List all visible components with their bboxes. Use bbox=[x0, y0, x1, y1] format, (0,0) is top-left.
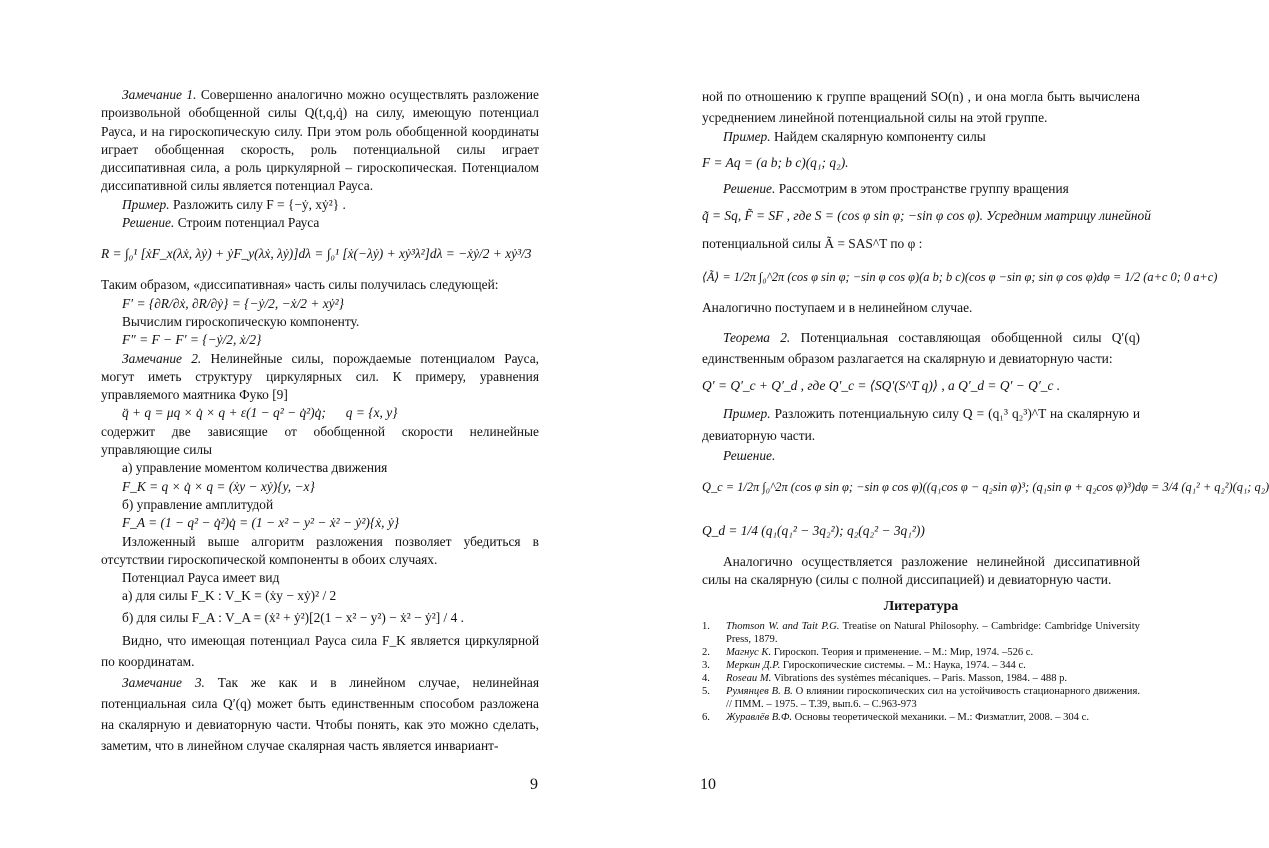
example-3 bbox=[702, 403, 1140, 447]
reference-item bbox=[702, 685, 1140, 711]
equation-dissipative-force: F′ = {∂R/∂ẋ, ∂R/∂ẏ} = {−ẏ/2, −ẋ/2 + xẏ²} bbox=[122, 295, 344, 311]
reference-author: Румянцев В. В. bbox=[726, 686, 793, 698]
page-number-right: 10 bbox=[700, 776, 716, 793]
reference-number: 3. bbox=[702, 660, 710, 672]
equation-foucault-q: q = {x, y} bbox=[345, 405, 398, 421]
reference-text: Гироскопические системы. – М.: Наука, 1974. – 344 с. bbox=[780, 660, 1026, 672]
control-forces-text: содержит две зависящие от обобщенной скорости нелинейные управляющие силы bbox=[101, 423, 539, 458]
average-matrix-text: потенциальной силы Ã = SAS^T по φ : bbox=[702, 235, 923, 251]
equation-fa: F_A = (1 − q² − q̇²)q̇ = (1 − x² − y² − ẋ² − ẏ²){ẋ, ẏ} bbox=[122, 515, 400, 531]
right-page-text bbox=[702, 86, 1269, 724]
solution-1 bbox=[101, 214, 539, 232]
solution-2-text: Рассмотрим в этом пространстве группу вращения bbox=[778, 181, 1069, 197]
remark-3-text: Так же как и в линейном случае, нелинейная потенциальная сила Q′(q) может быть единственным способом разложена на скалярную и девиаторную части. Чтобы понять, как это можно сделать, заметим, что в линейном случае скалярная часть является инвариант- bbox=[101, 674, 539, 753]
reference-author: Журавлёв В.Ф. bbox=[726, 712, 792, 724]
example-2 bbox=[702, 128, 1140, 146]
reference-number: 4. bbox=[702, 673, 710, 685]
equation-foucault bbox=[101, 404, 539, 422]
routh-form-text: Потенциал Рауса имеет вид bbox=[122, 570, 280, 586]
reference-text: Основы теоретической механики. – М.: Физматлит, 2008. – 304 с. bbox=[792, 712, 1089, 724]
left-page bbox=[0, 0, 600, 848]
solution-1-text: Строим потенциал Рауса bbox=[177, 215, 320, 231]
reference-author: Меркин Д.Р. bbox=[726, 660, 781, 672]
solution-2 bbox=[702, 180, 1140, 198]
va-text: б) для силы F_A : V_A = (ẋ² + ẏ²)[2(1 − x² − y²) − ẋ² − ẏ²] / 4 . bbox=[122, 609, 464, 625]
reference-item bbox=[702, 659, 1140, 672]
control-a-label: а) управление моментом количества движения bbox=[122, 460, 388, 476]
reference-text: Vibrations des systèmes mécaniques. – Paris. Masson, 1984. – 488 p. bbox=[771, 673, 1068, 685]
remark-1-title: Замечание 1. bbox=[122, 87, 197, 102]
dissipative-decomposition-text: Аналогично осуществляется разложение нелинейной диссипативной силы на скалярную (силы с полной диссипацией) и девиаторную части. bbox=[702, 554, 1140, 588]
example-2-text: Найдем скалярную компоненту силы bbox=[773, 129, 986, 144]
reference-text: Treatise on Natural Philosophy. – Cambridge: Cambridge University Press, 1879. bbox=[726, 621, 1140, 646]
equation-averaged-matrix: ⟨Ã⟩ = 1/2π ∫₀^2π (cos φ sin φ; −sin φ cos φ)(a b; b c)(cos φ −sin φ; sin φ cos φ)dφ = 1/2 (a+c 0; 0 a+c) bbox=[702, 269, 1218, 284]
equation-routh-potential: R = ∫₀¹ [ẋF_x(λẋ, λẏ) + ẏF_y(λẋ, λẏ)]dλ = ∫₀¹ [ẋ(−λẏ) + xẏ³λ²]dλ = −ẋẏ/2 + xẏ³/3 bbox=[101, 246, 532, 262]
equation-scalar-part: Q_c = 1/2π ∫₀^2π (cos φ sin φ; −sin φ cos φ)((q₁cos φ − q₂sin φ)³; (q₁sin φ + q₂cos φ)³)dφ = 3/4 (q₁² + q₂²)(q₁; q₂) bbox=[702, 480, 1269, 495]
theorem-2 bbox=[702, 327, 1140, 369]
solution-1-title: Решение. bbox=[122, 215, 175, 231]
dissipative-part-text: Таким образом, «диссипативная» часть силы получилась следующей: bbox=[101, 277, 499, 293]
right-page bbox=[600, 0, 1269, 848]
remark-3 bbox=[101, 672, 539, 756]
references-list bbox=[702, 620, 1140, 724]
equation-foucault-main: q̈ + q = μq × q̇ × q + ε(1 − q² − q̇²)q̇; bbox=[122, 405, 326, 421]
equation-linear-force: F = Aq = (a b; b c)(q₁; q₂). bbox=[702, 155, 849, 171]
equation-fk: F_K = q × q̇ × q = (ẋy − xẏ){y, −x} bbox=[122, 478, 315, 494]
gyro-component-text: Вычислим гироскопическую компоненту. bbox=[122, 313, 360, 329]
reference-text: Гироскоп. Теория и применение. – М.: Мир, 1974. –526 с. bbox=[771, 647, 1034, 659]
remark-2 bbox=[101, 350, 539, 405]
reference-number: 5. bbox=[702, 686, 710, 698]
reference-text: О влиянии гироскопических сил на устойчивость стационарного движения. // ПММ. – 1975. – Т.39, вып.6. – С.963-973 bbox=[726, 686, 1141, 711]
example-3-title: Пример. bbox=[723, 405, 771, 421]
circular-text: Видно, что имеющая потенциал Рауса сила F_K является циркулярной по координатам. bbox=[101, 632, 539, 669]
example-1-text: Разложить силу F = {−ẏ, xẏ²} . bbox=[172, 196, 346, 212]
remark-3-title: Замечание 3. bbox=[122, 674, 205, 690]
solution-3-title: Решение. bbox=[723, 447, 776, 463]
reference-number: 2. bbox=[702, 647, 710, 659]
reference-author: Магнус К. bbox=[726, 647, 772, 659]
remark-1-text: Совершенно аналогично можно осуществлять разложение произвольной обобщенной силы Q(t,q,q̇) на силу, имеющую потенциал Рауса, и на гироскопическую силу. При этом роль обобщенной координаты играет обобщенная скорость, роль потенциальной силы играет диссипативная сила, а роль циркулярной – гироскопическая. Потенциалом диссипативной силы является потенциал Рауса. bbox=[101, 87, 539, 194]
reference-author: Thomson W. and Tait P.G. bbox=[726, 621, 840, 633]
theorem-2-text: Потенциальная составляющая обобщенной силы Q′(q) единственным образом разлагается на скалярную и девиаторную части: bbox=[702, 329, 1140, 366]
remark-2-text: Нелинейные силы, порождаемые потенциалом Рауса, могут иметь структуру циркулярных сил. К примеру, уравнения управляемого маятника Фуко [9] bbox=[101, 350, 540, 403]
reference-item bbox=[702, 672, 1140, 685]
example-2-title: Пример. bbox=[723, 129, 771, 144]
reference-number: 6. bbox=[702, 712, 710, 724]
left-page-text bbox=[101, 86, 539, 756]
reference-item bbox=[702, 711, 1140, 724]
equation-rotation-group: q̃ = Sq, F̃ = SF , где S = (cos φ sin φ; −sin φ cos φ). Усредним матрицу линейной bbox=[702, 207, 1151, 223]
reference-number: 1. bbox=[702, 621, 710, 633]
remark-2-title: Замечание 2. bbox=[122, 350, 202, 366]
nonlinear-analog-text: Аналогично поступаем и в нелинейном случае. bbox=[702, 299, 973, 315]
algorithm-text: Изложенный выше алгоритм разложения позволяет убедиться в отсутствии гироскопической компоненты в обоих случаях. bbox=[101, 533, 539, 567]
example-1-title: Пример. bbox=[122, 196, 170, 212]
equation-theorem-2: Q′ = Q′_c + Q′_d , где Q′_c = ⟨SQ′(S^T q)⟩ , а Q′_d = Q′ − Q′_c . bbox=[702, 377, 1061, 393]
vk-text: а) для силы F_K : V_K = (ẋy − xẏ)² / 2 bbox=[122, 588, 337, 604]
equation-deviator-part: Q_d = 1/4 (q₁(q₁² − 3q₂²); q₂(q₂² − 3q₁²)) bbox=[702, 523, 925, 539]
continuation-text: ной по отношению к группе вращений SO(n) , и она могла быть вычислена усреднением линейной потенциальной силы на этой группе. bbox=[702, 89, 1140, 125]
references-title: Литература bbox=[883, 598, 959, 614]
page-number-left: 9 bbox=[530, 776, 538, 793]
equation-gyro-force: F″ = F − F′ = {−ẏ/2, ẋ/2} bbox=[122, 332, 262, 348]
reference-author: Roseau M. bbox=[726, 673, 772, 685]
remark-1 bbox=[101, 86, 539, 196]
example-3-text: Разложить потенциальную силу Q = (q₁³ q₂³)^T на скалярную и девиаторную части. bbox=[702, 405, 1141, 443]
theorem-2-title: Теорема 2. bbox=[723, 329, 791, 345]
example-1 bbox=[101, 196, 539, 214]
solution-2-title: Решение. bbox=[723, 181, 776, 197]
reference-item bbox=[702, 646, 1140, 659]
control-b-label: б) управление амплитудой bbox=[122, 496, 274, 512]
reference-item bbox=[702, 620, 1140, 646]
